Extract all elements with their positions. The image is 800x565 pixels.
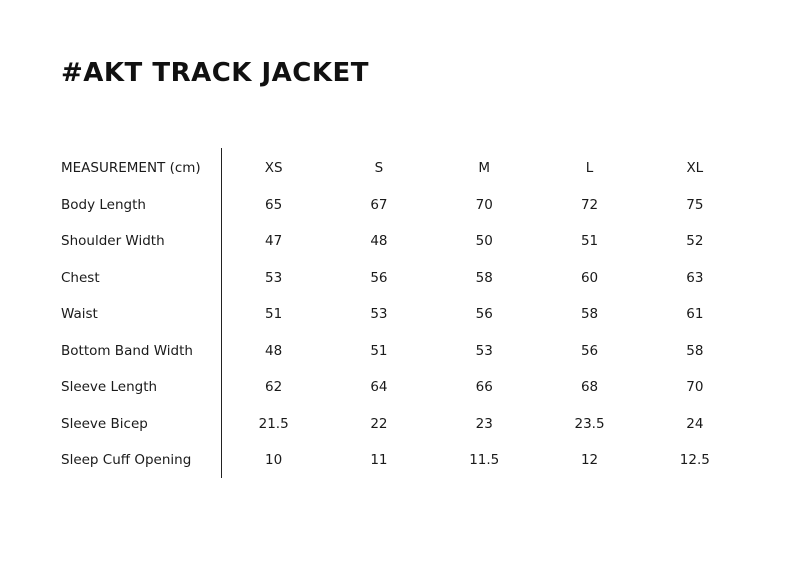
table-cell: 62 bbox=[265, 379, 283, 396]
table-cell: 68 bbox=[580, 379, 599, 396]
table-cell: 60 bbox=[580, 269, 599, 286]
table-cell: 48 bbox=[265, 342, 283, 359]
table-cell: 53 bbox=[475, 342, 493, 359]
row-label: Waist bbox=[61, 306, 98, 323]
table-cell: 58 bbox=[580, 306, 599, 323]
table-row bbox=[61, 442, 747, 479]
table-cell: 56 bbox=[580, 342, 599, 359]
table-cell: 11.5 bbox=[469, 452, 500, 469]
table-row bbox=[61, 187, 747, 224]
table-cell: 66 bbox=[475, 379, 493, 396]
table-cell: 47 bbox=[265, 233, 283, 250]
row-label: Sleeve Length bbox=[61, 379, 158, 396]
table-cell: 67 bbox=[370, 196, 388, 213]
table-row bbox=[61, 223, 747, 260]
table-cell: 58 bbox=[686, 342, 704, 359]
row-label: Shoulder Width bbox=[61, 233, 165, 250]
table-cell: 63 bbox=[686, 269, 704, 286]
table-cell: 12 bbox=[580, 452, 599, 469]
table-cell: 56 bbox=[475, 306, 493, 323]
table-cell: 48 bbox=[370, 233, 388, 250]
table-cell: 51 bbox=[370, 342, 388, 359]
table-row bbox=[61, 296, 747, 333]
row-label: Body Length bbox=[61, 196, 146, 213]
table-cell: 22 bbox=[370, 415, 388, 432]
size-header: XL bbox=[686, 160, 704, 177]
table-cell: 65 bbox=[265, 196, 283, 213]
table-cell: 75 bbox=[686, 196, 704, 213]
table-cell: 10 bbox=[265, 452, 283, 469]
size-header: M bbox=[478, 160, 491, 177]
table-cell: 56 bbox=[370, 269, 388, 286]
size-header: S bbox=[374, 160, 384, 177]
table-row bbox=[61, 406, 747, 443]
table-cell: 53 bbox=[370, 306, 388, 323]
table-cell: 52 bbox=[686, 233, 704, 250]
size-chart-table bbox=[61, 150, 747, 479]
table-cell: 24 bbox=[686, 415, 704, 432]
size-header: XS bbox=[264, 160, 283, 177]
table-cell: 50 bbox=[475, 233, 493, 250]
table-cell: 70 bbox=[475, 196, 493, 213]
table-cell: 51 bbox=[580, 233, 599, 250]
measurement-header: MEASUREMENT (cm) bbox=[61, 160, 201, 177]
table-cell: 58 bbox=[475, 269, 493, 286]
table-cell: 64 bbox=[370, 379, 388, 396]
header-row bbox=[61, 150, 747, 187]
table-cell: 11 bbox=[370, 452, 388, 469]
table-cell: 53 bbox=[265, 269, 283, 286]
size-header: L bbox=[585, 160, 594, 177]
table-cell: 21.5 bbox=[258, 415, 289, 432]
row-label: Sleep Cuff Opening bbox=[61, 452, 192, 469]
table-cell: 51 bbox=[265, 306, 283, 323]
table-cell: 70 bbox=[686, 379, 704, 396]
row-label: Sleeve Bicep bbox=[61, 415, 148, 432]
table-row bbox=[61, 333, 747, 370]
page-title: #AKT TRACK JACKET bbox=[61, 58, 370, 88]
table-cell: 23.5 bbox=[574, 415, 605, 432]
table-cell: 61 bbox=[686, 306, 704, 323]
table-cell: 12.5 bbox=[679, 452, 710, 469]
table-cell: 72 bbox=[580, 196, 599, 213]
table-cell: 23 bbox=[475, 415, 493, 432]
table-row bbox=[61, 260, 747, 297]
row-label: Chest bbox=[61, 269, 100, 286]
table-row bbox=[61, 369, 747, 406]
row-label: Bottom Band Width bbox=[61, 342, 193, 359]
